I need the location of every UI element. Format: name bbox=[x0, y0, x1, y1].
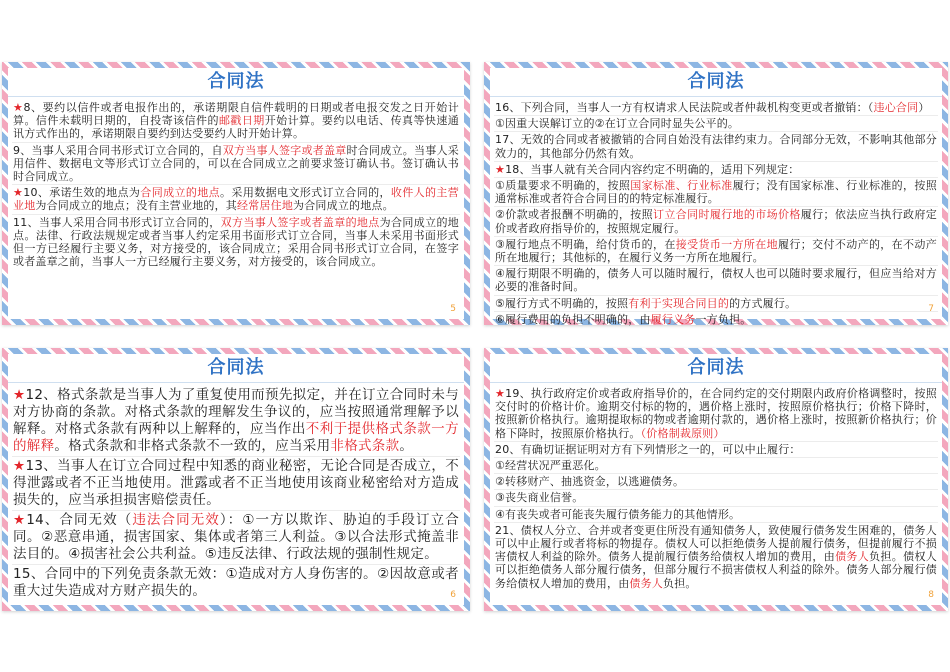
highlighted-term: 履行义务 bbox=[650, 312, 696, 326]
clause-paragraph bbox=[494, 507, 938, 523]
slide-content bbox=[8, 354, 464, 605]
clause-paragraph bbox=[494, 474, 938, 490]
clause-paragraph bbox=[494, 162, 938, 178]
clause-list bbox=[490, 383, 942, 591]
slide-content bbox=[490, 68, 942, 326]
clause-text: 履行；依法应当执行政府定价或者政府指导价的，按照规定履行。 bbox=[495, 208, 937, 235]
clause-text: 14、合同无效（ bbox=[26, 512, 133, 528]
slide-card-page-6 bbox=[2, 348, 470, 611]
clause-text: 履行；没有国家标准、行业标准的，按照通常标准或者符合合同目的的特定标准履行。 bbox=[495, 179, 937, 206]
slide-card-page-8 bbox=[484, 348, 948, 611]
highlighted-term: 债务人 bbox=[629, 576, 664, 590]
clause-paragraph bbox=[494, 132, 938, 161]
clause-text: 12、格式条款是当事人为了重复使用而预先拟定，并在订立合同时未与对方协商的条款。对格式条款的理解发生争议的，应当按照通常理解予以解释。对格式条款有两种以上解释的，应当作出 bbox=[13, 387, 459, 437]
highlighted-term: 合同成立的地点 bbox=[140, 186, 221, 200]
slide-content bbox=[490, 354, 942, 605]
highlighted-term: 非格式条款 bbox=[330, 438, 400, 454]
clause-text: 开始计算。要约以电话、传真等快速通讯方式作出的，承诺期限自要约到达受要约人时开始计算。 bbox=[13, 114, 459, 141]
clause-paragraph bbox=[12, 185, 460, 214]
clause-paragraph bbox=[494, 386, 938, 442]
clause-text: ）：①一方以欺诈、胁迫的手段订立合同。②恶意串通，损害国家、集体或者第三人利益。③以合法形式掩盖非法目的。④损害社会公共利益。⑤违反法律、行政法规的强制性规定。 bbox=[13, 512, 460, 562]
highlighted-term: 邮戳日期 bbox=[218, 114, 265, 128]
highlighted-term: 双方当事人签字或者盖章的地点 bbox=[220, 215, 380, 229]
clause-paragraph bbox=[12, 386, 460, 457]
clause-text: ⑥履行费用的负担不明确的，由 bbox=[495, 312, 651, 326]
highlighted-term: 接受货币一方所在地 bbox=[675, 237, 779, 251]
clause-text: ①质量要求不明确的，按照 bbox=[495, 179, 631, 193]
star-icon: ★ bbox=[495, 387, 506, 400]
clause-text: 为合同成立的地点。法律、行政法规规定或者当事人约定采用书面形式订立合同，当事人未采用书面形式但一方已经履行主要义务，对方接受的，该合同成立；采用合同书形式订立合同，在签字或者盖章之前，当事人一方已经履行主要义务，对方接受的，该合同成立。 bbox=[13, 215, 460, 269]
highlighted-term: 订立合同时履行地的市场价格 bbox=[653, 208, 801, 222]
slide-card-page-7 bbox=[484, 62, 948, 325]
clause-text: ③履行地点不明确，给付货币的，在 bbox=[495, 237, 676, 251]
slide-title: 合同法 bbox=[490, 68, 942, 97]
clause-text: 时合同成立。当事人采用信件、数据电文等形式订立合同的，可以在合同成立之前要求签订确认书。签订确认书时合同成立。 bbox=[13, 143, 459, 184]
clause-text: 15、合同中的下列免责条款无效：①造成对方人身伤害的。②因故意或者重大过失造成对方财产损失的。 bbox=[13, 566, 459, 599]
clause-text: 18、当事人就有关合同内容约定不明确的，适用下列规定： bbox=[505, 162, 800, 176]
clause-text: 的方式履行。 bbox=[729, 296, 797, 310]
clause-text: 8、要约以信件或者电报作出的，承诺期限自信件载明的日期或者电报交发之日开始计算。信件未载明日期的，自投寄该信件的 bbox=[13, 101, 459, 128]
clause-paragraph bbox=[494, 266, 938, 295]
highlighted-term: 有利于实现合同目的 bbox=[628, 296, 730, 310]
clause-text: ①因重大误解订立的②在订立合同时显失公平的。 bbox=[495, 117, 740, 131]
clause-text: 11、当事人采用合同书形式订立合同的， bbox=[13, 215, 221, 229]
clause-list bbox=[490, 97, 942, 327]
highlighted-term: 经常居住地 bbox=[237, 199, 294, 213]
clause-text: ②价款或者报酬不明确的，按照 bbox=[495, 208, 653, 222]
clause-list bbox=[8, 97, 464, 269]
slide-card-page-5 bbox=[2, 62, 470, 325]
slide-title: 合同法 bbox=[8, 354, 464, 383]
slide-title: 合同法 bbox=[490, 354, 942, 383]
star-icon: ★ bbox=[13, 512, 27, 528]
clause-text: 。格式条款和非格式条款不一致的，应当采用 bbox=[54, 438, 331, 454]
page-number: 6 bbox=[450, 590, 456, 600]
clause-paragraph bbox=[494, 116, 938, 132]
highlighted-term: 债务人 bbox=[835, 550, 870, 564]
clause-paragraph bbox=[12, 565, 460, 601]
clause-text: 为合同成立的地点。 bbox=[293, 199, 394, 213]
page-number: 5 bbox=[450, 304, 456, 314]
clause-paragraph bbox=[494, 490, 938, 506]
clause-text: 为合同成立的地点；没有主营业地的，其 bbox=[35, 199, 238, 213]
clause-paragraph bbox=[494, 296, 938, 312]
star-icon: ★ bbox=[13, 387, 26, 403]
page-number: 7 bbox=[928, 304, 934, 314]
slide-content bbox=[8, 68, 464, 319]
clause-text: 。采用数据电文形式订立合同的， bbox=[220, 186, 391, 200]
clause-paragraph bbox=[494, 100, 938, 116]
clause-text: 13、当事人在订立合同过程中知悉的商业秘密，无论合同是否成立，不得泄露或者不正当地使用。泄露或者不正当地使用该商业秘密给对方造成损失的，应当承担损害赔偿责任。 bbox=[13, 458, 459, 508]
clause-text: 履行；交付不动产的，在不动产所在地履行；其他标的，在履行义务一方所在地履行。 bbox=[495, 237, 937, 265]
clause-text: ④有丧失或者可能丧失履行债务能力的其他情形。 bbox=[495, 507, 741, 521]
star-icon: ★ bbox=[13, 101, 24, 114]
clause-paragraph bbox=[12, 457, 460, 511]
slide-title: 合同法 bbox=[8, 68, 464, 97]
clause-text: 负担。 bbox=[663, 576, 697, 590]
clause-paragraph bbox=[494, 523, 938, 591]
clause-text: 一方负担。 bbox=[695, 312, 752, 326]
clause-text: ②转移财产、抽逃资金，以逃避债务。 bbox=[495, 475, 685, 489]
clause-paragraph bbox=[12, 100, 460, 143]
clause-paragraph bbox=[494, 442, 938, 458]
clause-list bbox=[8, 383, 464, 601]
clause-paragraph bbox=[494, 207, 938, 236]
clause-text: ①经营状况严重恶化。 bbox=[495, 459, 606, 473]
clause-text: 21、债权人分立、合并或者变更住所没有通知债务人，致使履行债务发生困难的，债务人可以中止履行或者将标的物提存。债权人可以拒绝债务人提前履行债务，但提前履行不损害债权人利益的除外。债务人提前履行债务给债权人增加的费用，由 bbox=[495, 523, 937, 564]
highlighted-term: 国家标准、行业标准 bbox=[630, 179, 733, 193]
highlighted-term: 违心合同 bbox=[873, 101, 919, 114]
clause-text: ③丧失商业信誉。 bbox=[495, 491, 584, 505]
clause-text: 17、无效的合同或者被撤销的合同自始没有法律约束力。合同部分无效，不影响其他部分效力的，其他部分仍然有效。 bbox=[495, 133, 937, 160]
highlighted-term: 双方当事人签字或者盖章 bbox=[222, 143, 347, 157]
clause-text: 10、承诺生效的地点为 bbox=[23, 186, 141, 200]
clause-paragraph bbox=[494, 312, 938, 327]
clause-paragraph bbox=[494, 458, 938, 474]
highlighted-term: 收件人的主营业地 bbox=[13, 186, 459, 213]
star-icon: ★ bbox=[495, 162, 506, 176]
clause-text: 负担。债权人可以拒绝债务人部分履行债务，但部分履行不损害债权人利益的除外。债务人部分履行债务给债权人增加的费用，由 bbox=[495, 550, 937, 590]
clause-text: 19、执行政府定价或者政府指导价的，在合同约定的交付期限内政府价格调整时，按照交付时的价格计价。逾期交付标的物的，遇价格上涨时，按照原价格执行；价格下降时，按照新价格执行。逾期提取标的物或者逾期付款的，遇价格上涨时，按照新价格执行；价格下降时，按照原价格执行。 bbox=[495, 387, 938, 440]
clause-paragraph bbox=[12, 143, 460, 186]
highlighted-term: 违法合同无效 bbox=[132, 512, 220, 528]
clause-text: ⑤履行方式不明确的，按照 bbox=[495, 296, 629, 310]
highlighted-term: 不利于提供格式条款一方的解释 bbox=[13, 421, 459, 454]
star-icon: ★ bbox=[13, 458, 26, 474]
clause-paragraph bbox=[12, 215, 460, 270]
clause-text: 20、有确切证据证明对方有下列情形之一的，可以中止履行： bbox=[495, 442, 801, 456]
clause-text: 16、下列合同，当事人一方有权请求人民法院或者仲裁机构变更或者撤销：（ bbox=[495, 101, 874, 114]
clause-paragraph bbox=[12, 511, 460, 565]
page-number: 8 bbox=[928, 590, 934, 600]
clause-paragraph bbox=[494, 178, 938, 207]
clause-text: 9、当事人采用合同书形式订立合同的，自 bbox=[13, 143, 223, 157]
clause-text: 。 bbox=[399, 438, 414, 454]
clause-text: ④履行期限不明确的，债务人可以随时履行，债权人也可以随时要求履行，但应当给对方必要的准备时间。 bbox=[495, 267, 937, 294]
clause-paragraph bbox=[494, 237, 938, 266]
highlighted-term: （价格制裁原则） bbox=[640, 426, 725, 440]
clause-text: ） bbox=[918, 101, 930, 114]
star-icon: ★ bbox=[13, 186, 24, 200]
